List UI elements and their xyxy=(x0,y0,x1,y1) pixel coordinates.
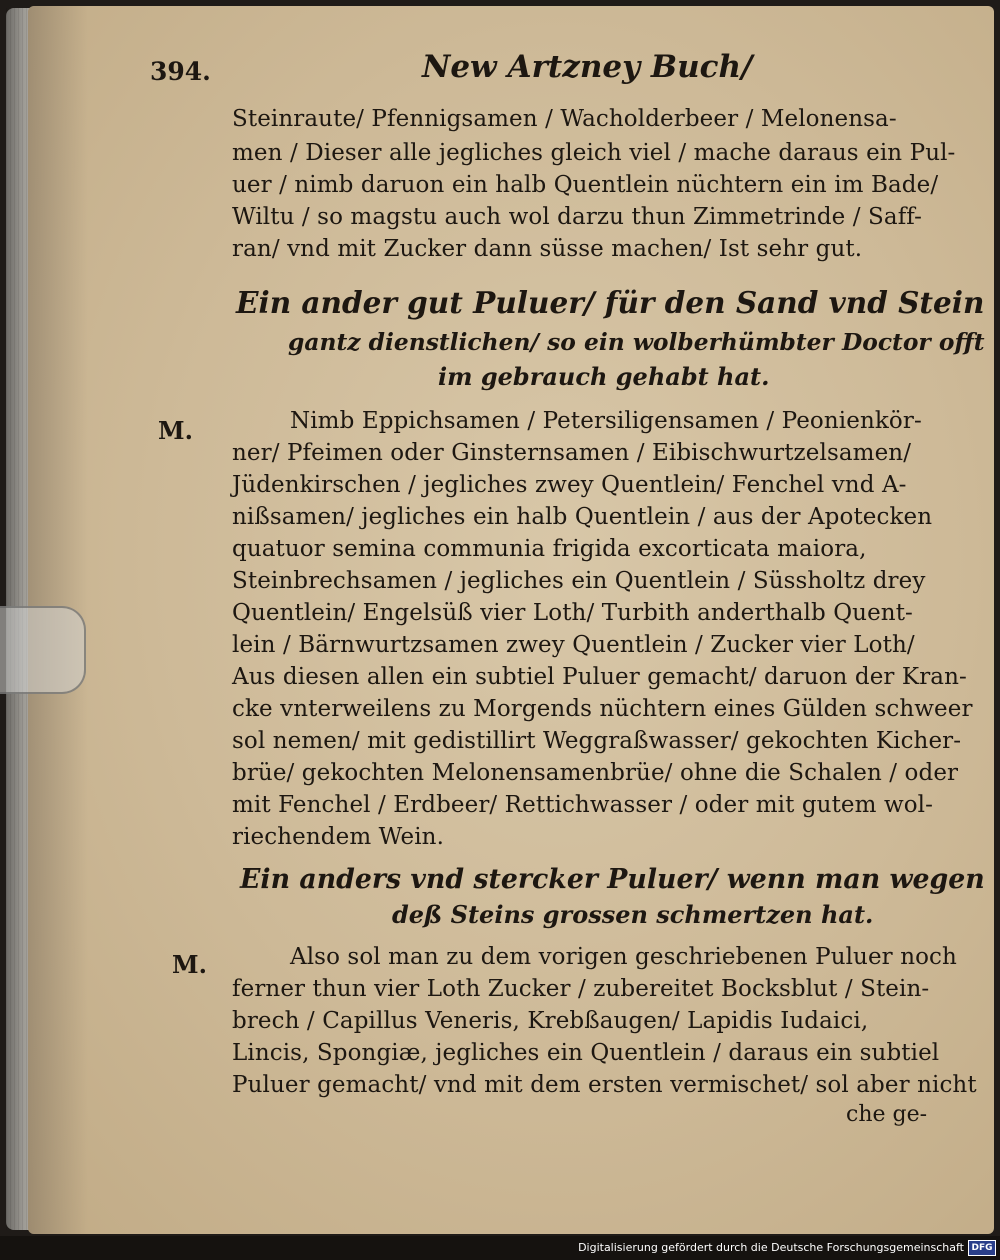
section-heading-line: gantz dienstlichen/ so ein wolberhümbter Doctor offt xyxy=(288,328,985,356)
text-line: Wiltu / so magstu auch wol darzu thun Zimmetrinde / Saff- xyxy=(232,204,922,230)
section-heading: Ein ander gut Puluer/ für den Sand vnd Stein xyxy=(236,285,985,320)
text-line: Nimb Eppichsamen / Petersiligensamen / Peonienkör- xyxy=(290,408,922,434)
text-line: nißsamen/ jegliches ein halb Quentlein / aus der Apotecken xyxy=(232,504,933,530)
text-line: Steinraute/ Pfennigsamen / Wacholderbeer / Melonensa- xyxy=(232,106,897,132)
text-line: quatuor semina communia frigida excorticata maiora, xyxy=(232,536,867,562)
section-heading-line: im gebrauch gehabt hat. xyxy=(438,362,770,391)
text-line: cke vnterweilens zu Morgends nüchtern eines Gülden schweer xyxy=(232,696,973,722)
text-line: lein / Bärnwurtzsamen zwey Quentlein / Zucker vier Loth/ xyxy=(232,632,915,658)
running-head: New Artzney Buch/ xyxy=(422,49,753,85)
dfg-logo-icon: DFG xyxy=(968,1240,996,1256)
section-heading-line: deß Steins grossen schmertzen hat. xyxy=(392,900,874,929)
text-line: men / Dieser alle jegliches gleich viel / mache daraus ein Pul- xyxy=(232,140,956,166)
text-line: brüe/ gekochten Melonensamenbrüe/ ohne die Schalen / oder xyxy=(232,760,959,786)
funding-footer xyxy=(0,1236,1000,1260)
text-line: Quentlein/ Engelsüß vier Loth/ Turbith anderthalb Quent- xyxy=(232,600,913,626)
text-line: Puluer gemacht/ vnd mit dem ersten vermischet/ sol aber nicht xyxy=(232,1072,977,1098)
text-line: sol nemen/ mit gedistillirt Weggraßwasser/ gekochten Kicher- xyxy=(232,728,962,754)
text-line: Jüdenkirschen / jegliches zwey Quentlein/ Fenchel vnd A- xyxy=(232,472,907,498)
text-line: brech / Capillus Veneris, Krebßaugen/ Lapidis Iudaici, xyxy=(232,1008,869,1034)
catchword: che ge- xyxy=(846,1102,928,1127)
page-clip-marker xyxy=(0,606,86,694)
text-line: ran/ vnd mit Zucker dann süsse machen/ Ist sehr gut. xyxy=(232,236,863,262)
text-line: ner/ Pfeimen oder Ginsternsamen / Eibischwurtzelsamen/ xyxy=(232,440,912,466)
text-line: riechendem Wein. xyxy=(232,824,444,850)
text-line: mit Fenchel / Erdbeer/ Rettichwasser / oder mit gutem wol- xyxy=(232,792,934,818)
margin-note: M. xyxy=(172,950,207,979)
text-line: Also sol man zu dem vorigen geschriebenen Puluer noch xyxy=(290,944,957,970)
text-line: Lincis, Spongiæ, jegliches ein Quentlein / daraus ein subtiel xyxy=(232,1040,940,1066)
section-heading: Ein anders vnd stercker Puluer/ wenn man wegen xyxy=(240,864,985,895)
page-number: 394. xyxy=(150,57,211,86)
text-line: uer / nimb daruon ein halb Quentlein nüchtern ein im Bade/ xyxy=(232,172,939,198)
text-line: Steinbrechsamen / jegliches ein Quentlein / Süssholtz drey xyxy=(232,568,926,594)
text-line: ferner thun vier Loth Zucker / zubereitet Bocksblut / Stein- xyxy=(232,976,930,1002)
funding-credit: Digitalisierung gefördert durch die Deutsche Forschungsgemeinschaft xyxy=(578,1241,964,1254)
text-line: Aus diesen allen ein subtiel Puluer gemacht/ daruon der Kran- xyxy=(232,664,967,690)
margin-note: M. xyxy=(158,416,193,445)
